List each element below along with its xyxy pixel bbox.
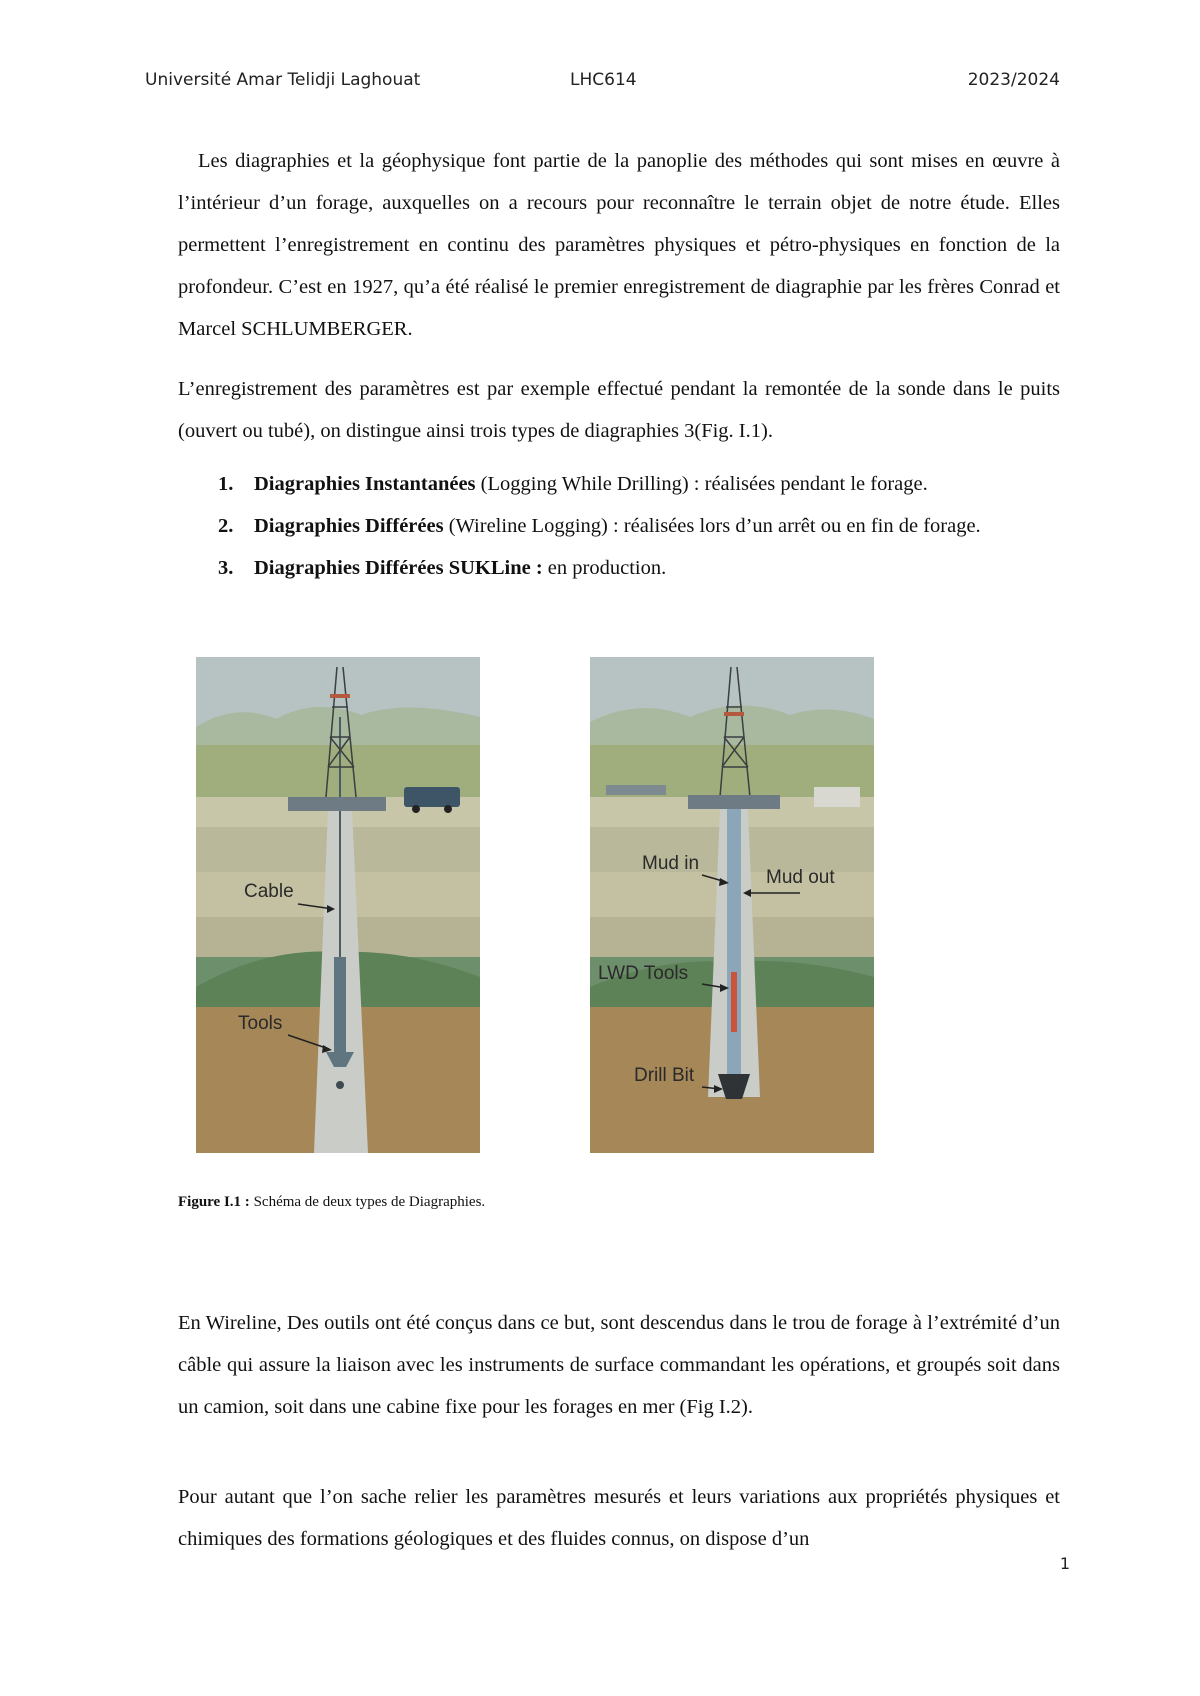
page-header <box>145 70 1060 100</box>
wireline-diagram <box>196 657 480 1153</box>
list-item-description: (Logging While Drilling) : réalisées pendant le forage. <box>475 473 928 495</box>
list-item-title: Diagraphies Instantanées <box>254 473 476 495</box>
mud-out-label: Mud out <box>766 867 835 888</box>
mud-in-label: Mud in <box>642 853 700 874</box>
rig-floor <box>288 797 386 811</box>
list-item-title: Diagraphies Différées SUKLine : <box>254 557 543 579</box>
list-item <box>218 463 1060 505</box>
figure-caption <box>178 1192 1060 1212</box>
drill-bit-label: Drill Bit <box>634 1065 695 1086</box>
header-university: Université Amar Telidji Laghouat <box>145 70 421 90</box>
paragraph-intro: Les diagraphies et la géophysique font partie de la panoplie des méthodes qui sont mises en œuvre à l’intérieur d’un forage, auxquelles on a recours pour reconnaître le terrain objet de notre étude. Elles permettent l’enregistrement en continu des paramètres physiques et pétro-physiques en fonction de la profondeur. C’est en 1927, qu’a été réalisé le premier enregistrement de diagraphie par les frères Conrad et Marcel SCHLUMBERGER. <box>178 150 1060 340</box>
paragraph-wireline: En Wireline, Des outils ont été conçus dans ce but, sont descendus dans le trou de forage à l’extrémité d’un câble qui assure la liaison avec les instruments de surface commandant les opérations, et groupés soit dans un camion, soit dans une cabine fixe pour les forages en mer (Fig I.2). <box>178 1312 1060 1418</box>
lwd-tool <box>731 972 737 1032</box>
header-course-code: LHC614 <box>570 70 637 90</box>
lwd-diagram <box>590 657 874 1153</box>
logging-tool <box>334 957 346 1052</box>
paragraph-recording: L’enregistrement des paramètres est par exemple effectué pendant la remontée de la sonde dans le puits (ouvert ou tubé), on distingue ainsi trois types de diagraphies 3(Fig. I.1). <box>178 378 1060 442</box>
list-item-number: 3. <box>218 557 234 579</box>
list-item-number: 1. <box>218 473 234 495</box>
logging-types-list <box>218 463 1060 589</box>
list-item-title: Diagraphies Différées <box>254 515 444 537</box>
derrick-crown <box>724 712 744 716</box>
mud-pump <box>606 785 666 795</box>
drill-string <box>727 809 741 1074</box>
list-item <box>218 505 1060 547</box>
header-academic-year: 2023/2024 <box>967 70 1060 90</box>
tools-label: Tools <box>238 1013 283 1034</box>
list-item <box>218 547 1060 589</box>
list-item-description: (Wireline Logging) : réalisées lors d’un arrêt ou en fin de forage. <box>443 515 981 537</box>
tool-tip <box>336 1081 344 1089</box>
rig-floor <box>688 795 780 809</box>
derrick-crown <box>330 694 350 698</box>
list-item-number: 2. <box>218 515 234 537</box>
caption-label: Figure I.1 : <box>178 1194 250 1210</box>
logging-truck <box>404 787 460 807</box>
page-number: 1 <box>1059 1554 1070 1573</box>
lwd-illustration <box>590 657 874 1153</box>
list-item-description: en production. <box>542 557 667 579</box>
paragraph-parameters: Pour autant que l’on sache relier les paramètres mesurés et leurs variations aux propriétés physiques et chimiques des formations géologiques et des fluides connus, on dispose d’un <box>178 1486 1060 1550</box>
caption-text: Schéma de deux types de Diagraphies. <box>249 1194 486 1210</box>
wireline-logging-illustration <box>196 657 480 1153</box>
cable-label: Cable <box>244 881 294 902</box>
site-cabin <box>814 787 860 807</box>
lwd-tools-label: LWD Tools <box>598 963 689 984</box>
